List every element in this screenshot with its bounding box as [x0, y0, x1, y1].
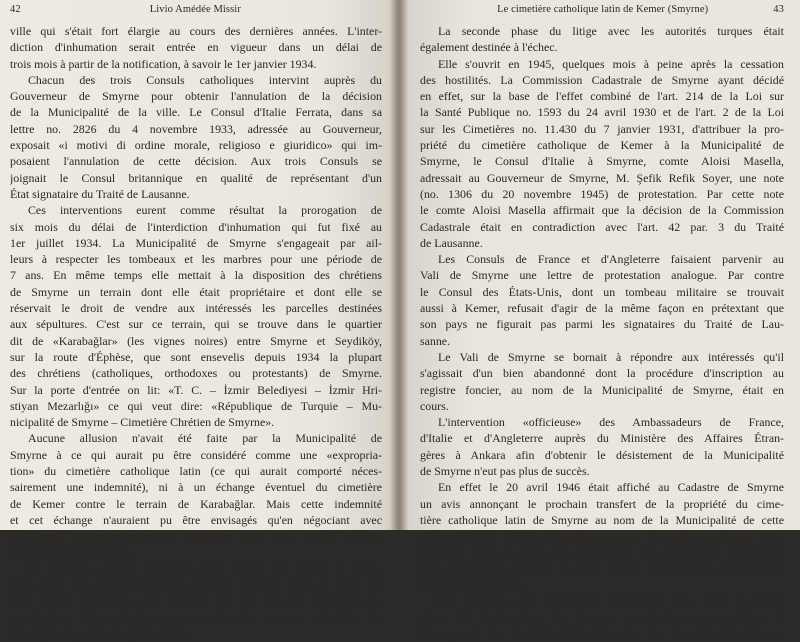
text-line: le comte Aloisi Masella affirmait que la décision de la Commission: [420, 203, 784, 218]
text-line: leurs à respecter les tombeaux et les marbres pour une période de: [10, 252, 382, 267]
text-line: adressait au Gouverneur de Smyrne, M. Şefik Refik Soyer, une note: [420, 170, 784, 185]
text-line: exposait «i motivi di ordine morale, religioso e giuridico» qui im-: [10, 138, 382, 153]
text-line: d'Italie et d'Angleterre auprès du Ministère des Affaires Étran-: [420, 431, 784, 446]
text-line: L'intervention «officieuse» des Ambassadeurs de France,: [438, 415, 784, 430]
text-line: diction d'inhumation serait entrée en vigueur dans un délai de: [10, 40, 382, 55]
text-line: également destinée à l'échec.: [420, 40, 558, 55]
right-page: [398, 0, 800, 641]
text-line: La seconde phase du litige avec les autorités turques était: [438, 24, 784, 38]
text-line: Les Consuls de France et d'Angleterre faisaient parvenir au: [438, 252, 784, 267]
text-line: faire partie du Conseil d'Administration du cimetière de Kemer,: [420, 626, 784, 641]
right-body-text: [420, 23, 784, 642]
text-line: Karabağlar depuis le 1er juillet 1934.: [10, 626, 187, 641]
text-line: posaient l'annulation de cette décision. Aux trois Consuls se: [10, 154, 382, 169]
text-line: de Smyrne un terrain dont elle était propriétaire et dont elle se: [10, 284, 382, 299]
text-line: Smyrne à ce qui aurait pu être considéré comme une «expropria-: [10, 447, 382, 462]
text-line: abandonné de Kemer.: [420, 578, 524, 593]
text-line: aux sépultures. C'est sur ce terrain, qui se trouve dans le quartier: [10, 317, 382, 332]
text-line: tion, au registre foncier, au nom de la Municipalité, du cimetière: [420, 561, 784, 576]
text-line: stiyan Mezarlığı» ce qui veut dire: «République de Turquie – Mu-: [10, 398, 382, 413]
text-line: nicipalité de Smyrne – Cimetière Chrétien de Smyrne».: [10, 415, 275, 430]
text-line: gères à Ankara afin d'obtenir le désistement de la Municipalité: [420, 447, 784, 462]
text-line: Smyrne, le Consul d'Italie à Smyrne, comte Aloisi Masella,: [420, 154, 784, 169]
text-line: Aucune allusion n'avait été faite par la Municipalité de: [28, 431, 382, 446]
text-line: Vali de Smyrne une lettre de protestation analogue. Par contre: [420, 268, 784, 283]
text-line: Le Vali de Smyrne se bornait à répondre aux intéressés qu'il: [438, 349, 784, 364]
text-line: tion resta en suspens pendant quelques années. Celle-ci avait du: [10, 578, 382, 593]
text-line: sur les Cimetières no. 11.430 du 7 janvier 1931, d'attribuer la pro-: [420, 121, 784, 136]
text-line: s'agissait d'un bien abandonné dont la procédure d'inscription au: [420, 366, 784, 381]
text-line: réservait le droit de vendre aux intéressés les parcelles destinées: [10, 301, 382, 316]
text-line: positions dans un délai de deux mois, l'on procéderait à l'inscrip-: [420, 545, 784, 560]
text-line: tière catholique latin de Smyrne au nom de la Municipalité de cette: [420, 512, 784, 527]
text-line: joignait le Consul britannique en qualité de représentant d'un: [10, 170, 382, 185]
text-line: 1er juillet 1934. La Municipalité de Smyrne s'engageait par ail-: [10, 235, 382, 250]
text-line: Elle s'ouvrit en 1945, quelques mois à peine après la cessation: [438, 56, 784, 71]
text-line: des hostilités. La Commission Cadastrale de Smyrne ayant décidé: [420, 72, 784, 87]
book-gutter: [390, 0, 408, 530]
text-line: cours.: [420, 398, 449, 413]
text-line: reste perdu, en partie, son actualité du fait que les chrétiens en-: [10, 594, 382, 609]
text-line: lettre no. 2826 du 4 novembre 1933, adressée au Gouverneur,: [10, 121, 382, 136]
text-line: tion» du cimetière catholique latin (ce qui aurait comporté néces-: [10, 464, 382, 479]
right-running-head: [420, 4, 784, 23]
text-line: des chrétiens (catholiques, orthodoxes ou protestants) de Smyrne.: [10, 366, 382, 381]
text-line: Les Consuls des Puissances catholiques qui, sous la prési-: [438, 594, 784, 609]
text-line: la Santé Publique no. 1593 du 24 avril 1930 et de l'art. 2 de la Loi: [420, 105, 784, 120]
text-line: en effet, sur la base de l'effet combiné de l'art. 214 de la Loi sur: [420, 89, 784, 104]
text-line: sanne.: [420, 333, 451, 348]
text-line: sairement une indemnité), ni à un échange éventuel du cimetière: [10, 480, 382, 495]
text-line: dence de l'archevêque de Smyrne, continuaient, en principe, à: [420, 610, 784, 625]
text-line: un avis annonçant le prochain transfert de la propriété du cime-: [420, 496, 784, 511]
left-body-text: [10, 23, 382, 642]
text-line: ville qui s'était fort élargie au cours des dernières années. L'inter-: [10, 24, 382, 38]
text-line: La seconde guerre mondiale ayant éclaté en 1940, la ques-: [28, 561, 382, 576]
text-line: registre foncier, au nom de la Municipalité de Smyrne, était en: [420, 382, 784, 397]
text-line: (no. 1306 du 20 novembre 1945) de protestation. Par cette note: [420, 186, 784, 201]
right-header-title: Le cimetière catholique latin de Kemer (Smyrne): [497, 4, 709, 15]
text-line: Sur la porte d'entrée on lit: «T. C. – İzmir Belediyesi – İzmir Hri-: [10, 382, 382, 397]
left-running-head: [10, 4, 382, 23]
text-line: Gouverneur de Smyrne pour obtenir l'annulation de la décision: [10, 89, 382, 104]
text-line: de Kemer contre le terrain de Karabağlar. Mais cette indemnité: [10, 496, 382, 511]
text-line: aussi à Kemer, refusait d'agir de la même façon en prétextant que: [420, 301, 784, 316]
text-line: de la Municipalité de la ville. Le Consul d'Italie Ferrata, dans sa: [10, 105, 382, 120]
text-line: priété du cimetière catholique de Kemer à la Municipalité de: [420, 138, 784, 153]
text-line: État signataire du Traité de Lausanne.: [10, 186, 190, 201]
text-line: Cadastrale était en contradiction avec l'art. 42 par. 3 du Traité: [420, 219, 784, 234]
text-line: le Consul des États-Unis, dont un tombeau militaire se trouvait: [420, 284, 784, 299]
text-line: de Lausanne.: [420, 235, 483, 250]
text-line: six mois du délai de l'interdiction d'inhumation qui fut fixé au: [10, 219, 382, 234]
text-line: trois mois à partir de la notification, à savoir le 1er janvier 1934.: [10, 56, 317, 71]
text-line: sevelissaient désormais leurs morts dans le nouveau cimetière de: [10, 610, 382, 625]
left-page-number: 42: [10, 4, 21, 15]
text-line: de Smyrne n'eut pas plus de succès.: [420, 464, 590, 479]
text-line: et cet échange n'auraient pu être envisagés qu'en négociant avec: [10, 512, 382, 527]
text-line: Chacun des trois Consuls catholiques intervint auprès du: [28, 72, 382, 87]
text-line: le Conseil d'Administration du Cimetière dont nous venons de dé-: [10, 529, 382, 544]
text-line: crire la situation délicate.: [10, 545, 131, 560]
left-header-author: Livio Amédée Missir: [149, 4, 241, 15]
text-line: son pays ne figurait pas parmi les signataires du Traité de Lau-: [420, 317, 784, 332]
text-line: Ces interventions eurent comme résultat la prorogation de: [28, 203, 382, 218]
text-line: 7 ans. En même temps elle mettait à la disposition des chrétiens: [10, 268, 382, 283]
text-line: En effet le 20 avril 1946 était affiché au Cadastre de Smyrne: [438, 480, 784, 495]
text-line: sur la route d'Éphèse, que sont ensevelis depuis 1934 la plupart: [10, 349, 382, 364]
left-page: [0, 0, 398, 641]
text-line: ville. Dans cet avis il était dit qu'au cas où il n'y aurait pas d'op-: [420, 529, 784, 544]
text-line: dit de «Karabağlar» (les vignes noires) entre Smyrne et Seydiköy,: [10, 333, 382, 348]
right-page-number: 43: [773, 4, 784, 15]
